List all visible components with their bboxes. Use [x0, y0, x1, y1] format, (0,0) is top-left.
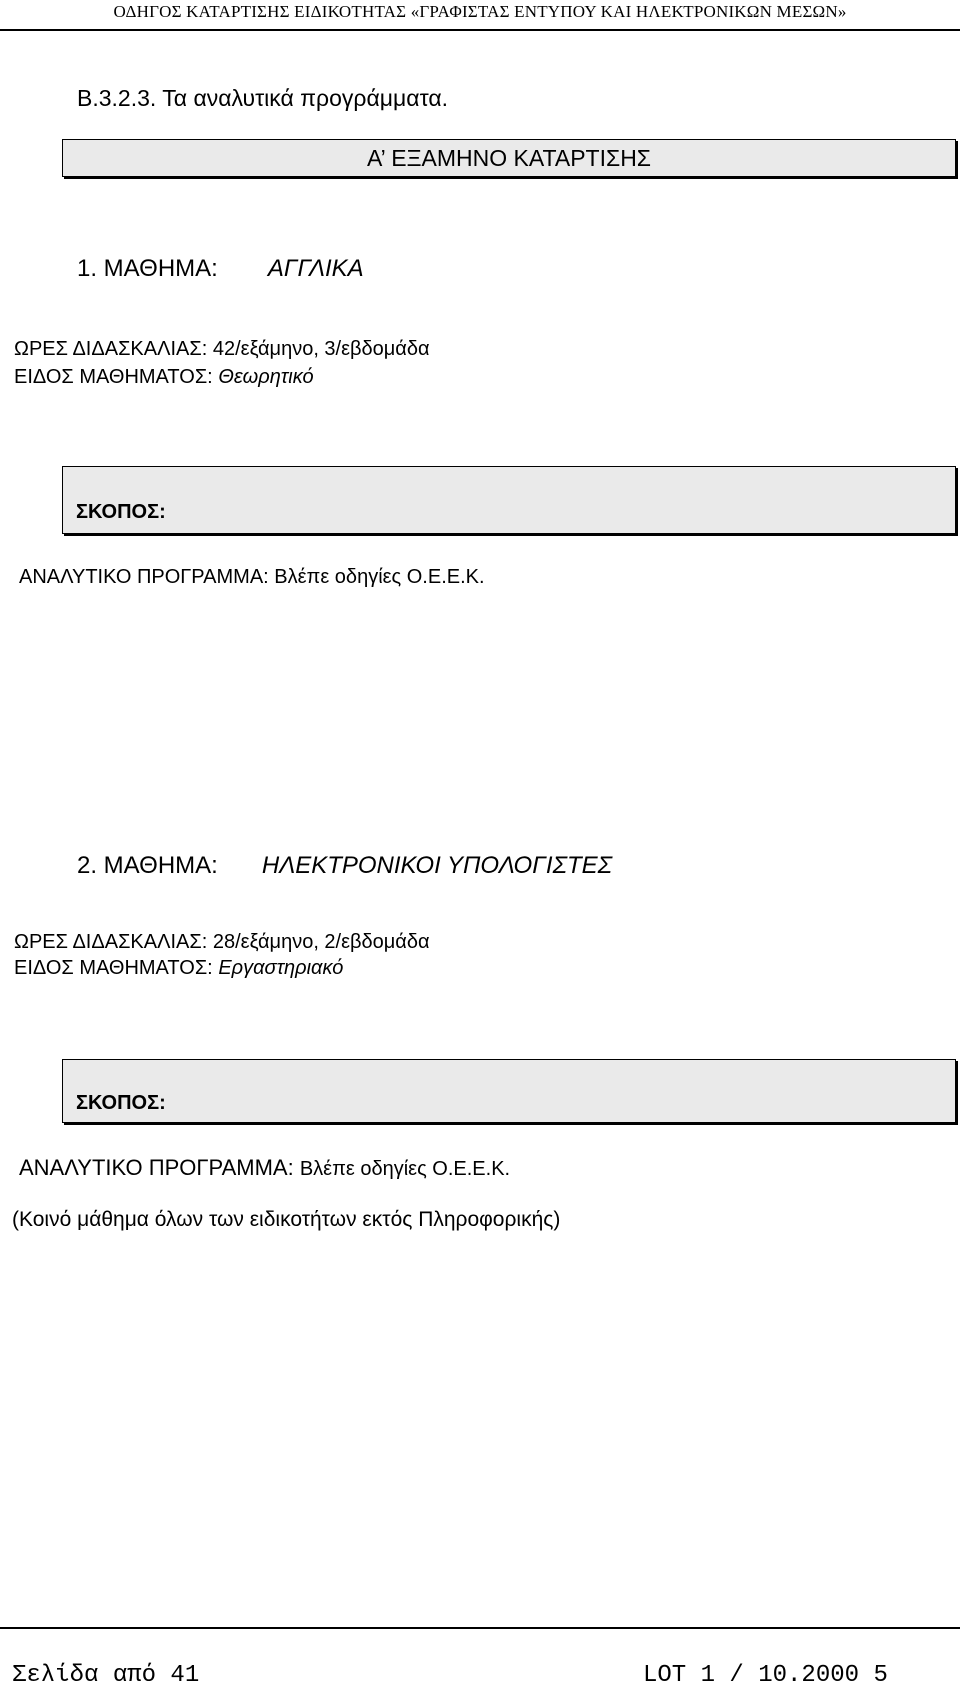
semester-banner — [62, 139, 956, 177]
course-1-program — [19, 564, 485, 590]
course-2-program-label: ΑΝΑΛΥΤΙΚΟ ΠΡΟΓΡΑΜΜΑ: — [19, 1155, 294, 1180]
course-2-type-value: Εργαστηριακό — [218, 957, 344, 979]
document-header-title: ΟΔΗΓΟΣ ΚΑΤΑΡΤΙΣΗΣ ΕΙΔΙΚΟΤΗΤΑΣ «ΓΡΑΦΙΣΤΑΣ ΕΝΤΥΠΟΥ ΚΑΙ ΗΛΕΚΤΡΟΝΙΚΩΝ ΜΕΣΩΝ» — [113, 2, 847, 21]
footer-divider — [0, 1627, 960, 1629]
course-1-hours — [14, 336, 430, 362]
course-2-program-value: Βλέπε οδηγίες Ο.Ε.Ε.Κ. — [299, 1158, 511, 1180]
course-2-type — [14, 955, 343, 981]
header-divider — [0, 29, 960, 31]
course-1-program-value: Βλέπε οδηγίες Ο.Ε.Ε.Κ. — [274, 566, 485, 588]
section-heading: Β.3.2.3. Τα αναλυτικά προγράμματα. — [77, 85, 449, 111]
course-1-type-label: ΕΙΔΟΣ ΜΑΘΗΜΑΤΟΣ: — [14, 366, 213, 388]
course-1-type — [14, 364, 314, 390]
course-2-number-label: 2. ΜΑΘΗΜΑ: — [77, 852, 218, 879]
course-2-subject: ΗΛΕΚΤΡΟΝΙΚΟΙ ΥΠΟΛΟΓΙΣΤΕΣ — [261, 852, 613, 879]
course-2-purpose-label: ΣΚΟΠΟΣ: — [76, 1092, 166, 1114]
course-1-hours-value: 42/εξάμηνο, 3/εβδομάδα — [212, 338, 430, 360]
course-2-program — [19, 1154, 510, 1183]
course-2-purpose-box — [62, 1059, 956, 1123]
course-1-subject: ΑΓΓΛΙΚΑ — [267, 255, 364, 282]
course-2-hours-label: ΩΡΕΣ ΔΙΔΑΣΚΑΛΙΑΣ: — [14, 931, 208, 953]
course-1-type-value: Θεωρητικό — [218, 366, 314, 388]
course-1-purpose-box — [62, 466, 956, 534]
course-2-type-label: ΕΙΔΟΣ ΜΑΘΗΜΑΤΟΣ: — [14, 957, 213, 979]
course-2-hours — [14, 929, 430, 955]
course-1-purpose-label: ΣΚΟΠΟΣ: — [76, 501, 166, 523]
course-1-title — [77, 254, 364, 284]
course-1-hours-label: ΩΡΕΣ ΔΙΔΑΣΚΑΛΙΑΣ: — [14, 338, 208, 360]
footer-page-label: Σελίδα από 41 — [12, 1662, 200, 1689]
semester-banner-text: Α’ ΕΞΑΜΗΝΟ ΚΑΤΑΡΤΙΣΗΣ — [366, 145, 652, 171]
footer-lot-label: LOT 1 / 10.2000 5 — [643, 1662, 888, 1689]
course-2-hours-value: 28/εξάμηνο, 2/εβδομάδα — [212, 931, 430, 953]
course-1-program-label: ΑΝΑΛΥΤΙΚΟ ΠΡΟΓΡΑΜΜΑ: — [19, 566, 269, 588]
course-1-number-label: 1. ΜΑΘΗΜΑ: — [77, 255, 218, 282]
course-2-title — [77, 851, 612, 881]
course-2-note: (Κοινό μάθημα όλων των ειδικοτήτων εκτός Πληροφορικής) — [12, 1208, 561, 1231]
